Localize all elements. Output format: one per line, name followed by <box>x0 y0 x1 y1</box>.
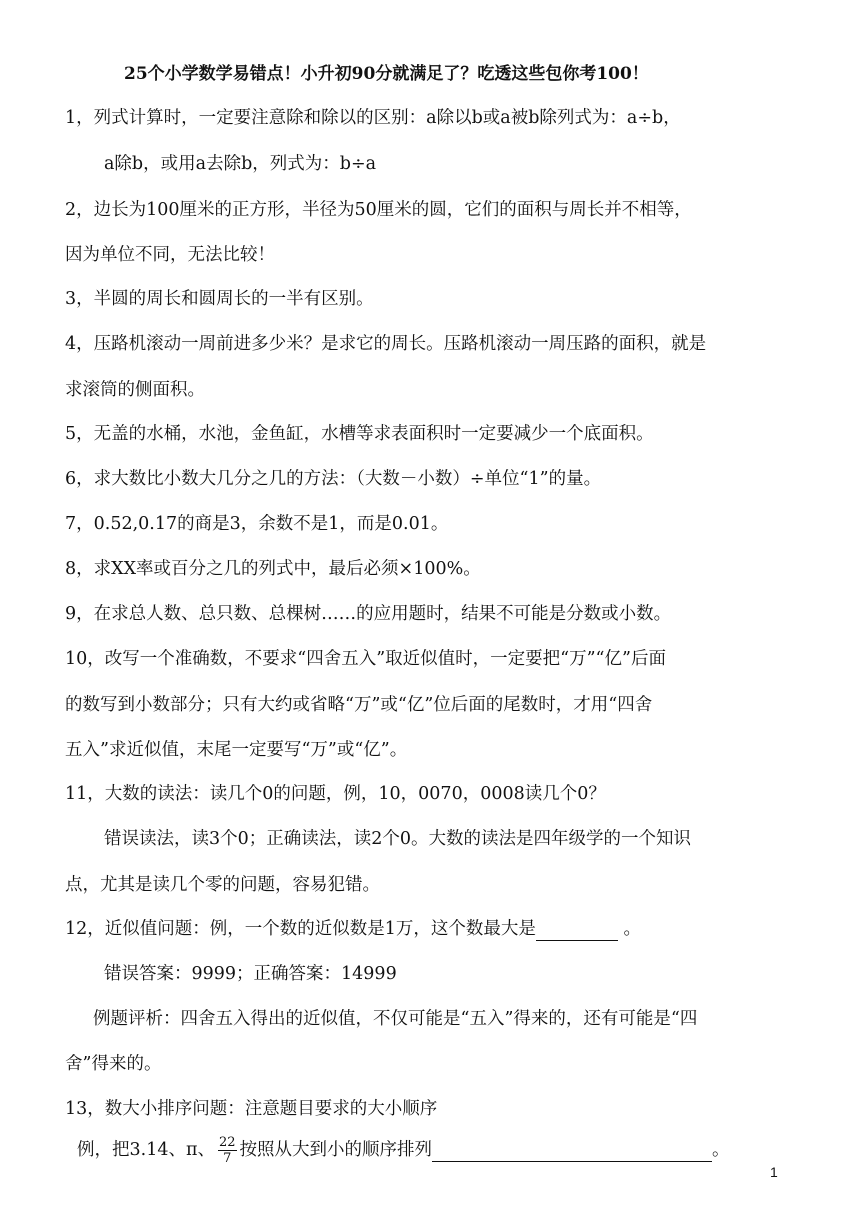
paragraph-line: 3，半圆的周长和圆周长的一半有区别。 <box>65 289 374 309</box>
example-text-middle: 按照从大到小的顺序排列 <box>239 1140 433 1160</box>
paragraph-line: 9，在求总人数、总只数、总棵树……的应用题时，结果不可能是分数或小数。 <box>65 604 672 624</box>
paragraph-line: 五入”求近似值，末尾一定要写“万”或“亿”。 <box>65 740 408 760</box>
paragraph-line: 13，数大小排序问题：注意题目要求的大小顺序 <box>65 1099 438 1119</box>
paragraph-line: 2，边长为100厘米的正方形，半径为50厘米的圆，它们的面积与周长并不相等， <box>65 200 692 220</box>
fraction <box>218 1135 237 1166</box>
paragraph-line: 8，求XX率或百分之几的列式中，最后必须×100%。 <box>65 559 481 579</box>
paragraph-line: 7，0.52,0.17的商是3，余数不是1，而是0.01。 <box>65 514 449 534</box>
document-title: 25个小学数学易错点！小升初90分就满足了？吃透这些包你考100！ <box>124 64 649 84</box>
paragraph-line: 舍”得来的。 <box>65 1054 162 1074</box>
question-12-end: 。 <box>623 919 641 939</box>
page-number: 1 <box>770 1164 778 1180</box>
question-12-text: 12，近似值问题：例，一个数的近似数是1万，这个数最大是 <box>65 919 536 939</box>
paragraph-line: 10，改写一个准确数，不要求“四舍五入”取近似值时，一定要把“万”“亿”后面 <box>65 649 666 669</box>
paragraph-line: 11，大数的读法：读几个0的问题，例，10，0070，0008读几个0？ <box>65 784 606 804</box>
paragraph-line: 5，无盖的水桶，水池，金鱼缸，水槽等求表面积时一定要减少一个底面积。 <box>65 424 654 444</box>
paragraph-line: 求滚筒的侧面积。 <box>65 380 205 400</box>
question-13-example-line <box>77 1131 730 1169</box>
paragraph-line: 例题评析：四舍五入得出的近似值，不仅可能是“五入”得来的，还有可能是“四 <box>93 1009 698 1029</box>
fraction-numerator: 22 <box>218 1135 236 1150</box>
answer-blank <box>432 1139 712 1162</box>
paragraph-line: 点，尤其是读几个零的问题，容易犯错。 <box>65 875 380 895</box>
fraction-denominator: 7 <box>223 1151 232 1166</box>
paragraph-line: 1，列式计算时，一定要注意除和除以的区别：a除以b或a被b除列式为：a÷b， <box>65 108 681 128</box>
paragraph-line: a除b，或用a去除b，列式为：b÷a <box>104 154 377 174</box>
answer-blank <box>536 918 618 941</box>
example-text-end: 。 <box>712 1140 730 1160</box>
paragraph-line: 4，压路机滚动一周前进多少米？是求它的周长。压路机滚动一周压路的面积，就是 <box>65 334 707 354</box>
question-12-line <box>65 918 641 941</box>
paragraph-line: 错误读法，读3个0；正确读法，读2个0。大数的读法是四年级学的一个知识 <box>104 829 692 849</box>
example-text-start: 例，把3.14、π、 <box>77 1140 215 1160</box>
paragraph-line: 6，求大数比小数大几分之几的方法：（大数－小数）÷单位“1”的量。 <box>65 469 602 489</box>
paragraph-line: 的数写到小数部分；只有大约或省略“万”或“亿”位后面的尾数时，才用“四舍 <box>65 695 653 715</box>
paragraph-line: 因为单位不同，无法比较！ <box>65 245 275 265</box>
paragraph-line: 错误答案：9999；正确答案：14999 <box>104 964 397 984</box>
